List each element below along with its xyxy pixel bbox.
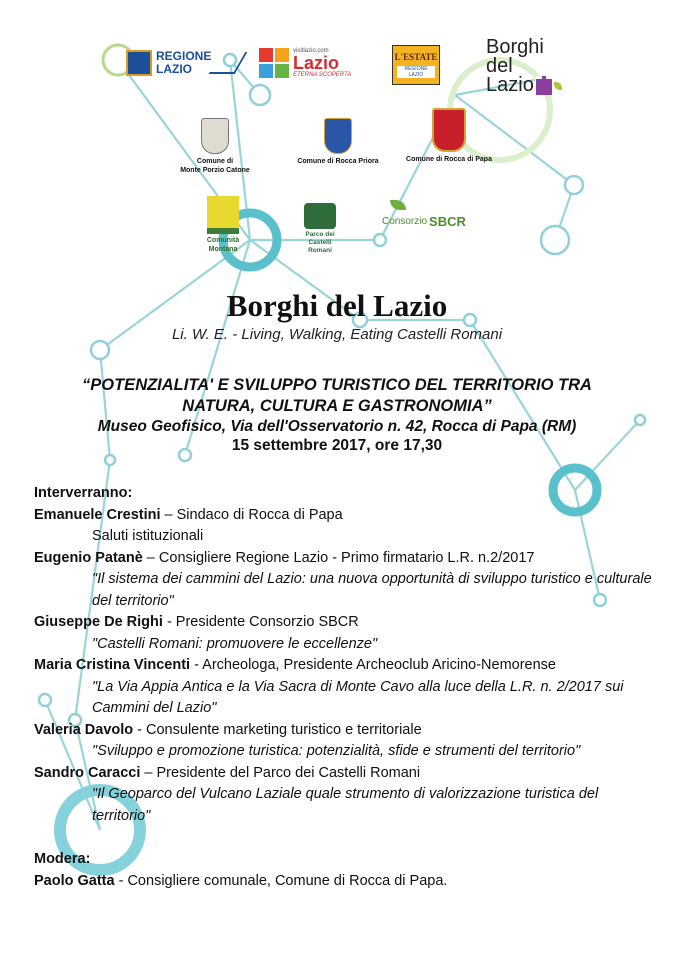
estate-line1: L'ESTATE <box>394 52 438 62</box>
borghi-line3: Lazio <box>486 74 534 96</box>
monte-porzio-caption: Comune di Monte Porzio Catone <box>180 158 250 174</box>
speaker-item <box>34 655 654 720</box>
rocca-papa-caption: Comune di Rocca di Papa <box>406 156 492 163</box>
speaker-role: – Presidente del Parco dei Castelli Romani <box>140 764 421 781</box>
event-date: 15 settembre 2017, ore 17,30 <box>231 437 443 454</box>
borghi-line1: Borghi <box>486 36 544 58</box>
speakers-heading: Interverranno: <box>34 485 133 501</box>
speaker-talk: "Il Geoparco del Vulcano Laziale quale strumento di valorizzazione turistica del territorio" <box>92 786 599 824</box>
parco-castelli-icon <box>304 203 336 229</box>
borghi-line2: del <box>486 55 513 77</box>
moderator-heading: Modera: <box>34 851 91 867</box>
parco-castelli-logo <box>300 203 340 255</box>
regione-line2: LAZIO <box>156 62 192 76</box>
speaker-role: - Archeologa, Presidente Archeoclub Aricino-Nemorense <box>190 657 556 673</box>
moderator-item <box>34 871 654 893</box>
speaker-item <box>34 612 654 655</box>
comune-rocca-priora-logo <box>283 118 393 166</box>
event-title-line1: “POTENZIALITA' E SVILUPPO TURISTICO DEL TERRITORIO TRA <box>82 376 592 394</box>
speaker-note: Saluti istituzionali <box>92 528 204 544</box>
monte-porzio-crest-icon <box>201 118 229 154</box>
consorzio-sbcr-logo <box>382 206 466 229</box>
visit-lazio-mosaic-icon <box>259 48 289 78</box>
speaker-item <box>34 505 654 548</box>
speakers-section <box>34 483 654 892</box>
speaker-role: - Consulente marketing turistico e territoriale <box>133 721 422 738</box>
regione-lazio-crest-icon <box>126 50 152 76</box>
rocca-priora-crest-icon <box>324 118 352 154</box>
speaker-role: - Presidente Consorzio SBCR <box>162 614 359 630</box>
comunita-montana-icon <box>207 196 239 234</box>
speaker-talk: "Sviluppo e promozione turistica: potenzialità, sfide e strumenti del territorio" <box>92 743 581 759</box>
moderator-name: Paolo Gatta <box>34 872 115 889</box>
speaker-name: Sandro Caracci <box>34 764 141 781</box>
consorzio-brand: SBCR <box>429 214 466 229</box>
visit-lazio-logo <box>259 48 351 78</box>
borghi-del-lazio-logo <box>486 38 562 95</box>
consorzio-word: Consorzio <box>382 216 428 227</box>
speaker-role: – Consigliere Regione Lazio - Primo firmatario L.R. n.2/2017 <box>142 549 535 566</box>
event-title-line2: NATURA, CULTURA E GASTRONOMIA” <box>182 397 492 415</box>
rocca-papa-crest-icon <box>432 108 466 152</box>
regione-line1: REGIONE <box>156 49 212 63</box>
speaker-talk: "La Via Appia Antica e la Via Sacra di Monte Cavo alla luce della L.R. n. 2/2017 sui Cammini del Lazio" <box>92 678 624 716</box>
event-venue: Museo Geofisico, Via dell'Osservatorio n. 42, Rocca di Papa (RM) <box>97 418 577 435</box>
estate-logo <box>392 45 440 85</box>
speaker-name: Maria Cristina Vincenti <box>34 657 191 673</box>
speaker-item <box>34 548 654 613</box>
visit-lazio-small: visitlazio.com <box>293 48 329 54</box>
moderator-role: - Consigliere comunale, Comune di Rocca di Papa. <box>114 872 448 889</box>
comunita-montana-logo <box>203 196 243 254</box>
comunita-montana-caption: Comunità Montana <box>206 237 240 253</box>
page-subtitle: Li. W. E. - Living, Walking, Eating Castelli Romani <box>171 326 503 343</box>
speaker-talk: "Castelli Romani: promuovere le eccellenze" <box>92 635 378 652</box>
comune-rocca-papa-logo <box>396 108 502 164</box>
borghi-tower-icon <box>536 76 552 95</box>
rocca-priora-caption: Comune di Rocca Priora <box>297 158 379 165</box>
speaker-item <box>34 720 654 763</box>
speaker-talk: "Il sistema dei cammini del Lazio: una nuova opportunità di sviluppo turistico e culturale del territorio" <box>92 571 652 609</box>
speaker-name: Eugenio Patanè <box>34 549 143 566</box>
regione-lazio-logo <box>126 50 241 76</box>
page-title: Borghi del Lazio <box>226 288 448 323</box>
speaker-name: Emanuele Crestini <box>34 506 161 523</box>
visit-lazio-tagline: ETERNA SCOPERTA <box>293 72 352 78</box>
speaker-item <box>34 763 654 828</box>
speaker-name: Valeria Davolo <box>34 721 134 738</box>
parco-castelli-caption: Parco dei Castelli Romani <box>305 231 335 254</box>
speaker-role: – Sindaco di Rocca di Papa <box>160 506 343 523</box>
comune-monte-porzio-logo <box>175 118 255 175</box>
borghi-leaf-icon <box>554 82 562 90</box>
visit-lazio-main: Lazio <box>293 53 340 73</box>
speaker-name: Giuseppe De Righi <box>34 614 163 630</box>
estate-line2: REGIONE LAZIO <box>397 66 435 78</box>
